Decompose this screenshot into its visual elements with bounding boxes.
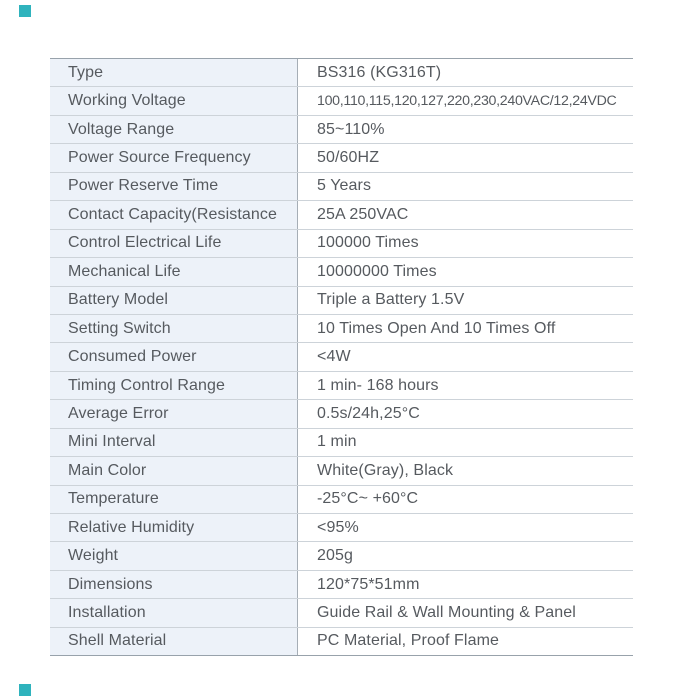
table-row	[50, 571, 633, 599]
table-row	[50, 514, 633, 542]
spec-value-cell: Triple a Battery 1.5V	[297, 287, 633, 314]
spec-name-cell: Setting Switch	[50, 315, 297, 342]
table-row	[50, 258, 633, 286]
spec-name-cell: Main Color	[50, 457, 297, 484]
table-row	[50, 457, 633, 485]
table-row	[50, 116, 633, 144]
table-row	[50, 144, 633, 172]
table-row	[50, 400, 633, 428]
spec-value-cell: BS316 (KG316T)	[297, 59, 633, 86]
corner-mark-bottom	[19, 684, 31, 696]
spec-value-cell: 25A 250VAC	[297, 201, 633, 228]
spec-name-cell: Mechanical Life	[50, 258, 297, 285]
spec-value-cell: 5 Years	[297, 173, 633, 200]
table-row	[50, 599, 633, 627]
spec-value-cell: 85~110%	[297, 116, 633, 143]
spec-value-cell: 0.5s/24h,25°C	[297, 400, 633, 427]
spec-value-cell: Guide Rail & Wall Mounting & Panel	[297, 599, 633, 626]
table-row	[50, 343, 633, 371]
spec-name-cell: Type	[50, 59, 297, 86]
spec-value-cell: 100000 Times	[297, 230, 633, 257]
table-row	[50, 201, 633, 229]
spec-value-cell: 10 Times Open And 10 Times Off	[297, 315, 633, 342]
spec-name-cell: Temperature	[50, 486, 297, 513]
table-row	[50, 87, 633, 115]
spec-value-cell: PC Material, Proof Flame	[297, 628, 633, 655]
table-row	[50, 486, 633, 514]
spec-value-cell: <95%	[297, 514, 633, 541]
spec-name-cell: Timing Control Range	[50, 372, 297, 399]
spec-name-cell: Working Voltage	[50, 87, 297, 114]
table-row	[50, 287, 633, 315]
table-row	[50, 372, 633, 400]
table-row	[50, 173, 633, 201]
spec-name-cell: Voltage Range	[50, 116, 297, 143]
spec-value-cell: 120*75*51mm	[297, 571, 633, 598]
table-row	[50, 429, 633, 457]
spec-value-cell: <4W	[297, 343, 633, 370]
spec-value-cell: White(Gray), Black	[297, 457, 633, 484]
table-row	[50, 315, 633, 343]
spec-value-cell: 205g	[297, 542, 633, 569]
spec-value-cell: 1 min- 168 hours	[297, 372, 633, 399]
corner-mark-top	[19, 5, 31, 17]
table-row	[50, 628, 633, 655]
spec-value-cell: 100,110,115,120,127,220,230,240VAC/12,24VDC	[297, 87, 633, 114]
spec-name-cell: Dimensions	[50, 571, 297, 598]
spec-value-cell: 1 min	[297, 429, 633, 456]
spec-name-cell: Installation	[50, 599, 297, 626]
spec-name-cell: Power Reserve Time	[50, 173, 297, 200]
spec-name-cell: Shell Material	[50, 628, 297, 655]
table-row	[50, 542, 633, 570]
spec-table	[50, 58, 633, 656]
spec-name-cell: Weight	[50, 542, 297, 569]
spec-value-cell: 10000000 Times	[297, 258, 633, 285]
spec-name-cell: Consumed Power	[50, 343, 297, 370]
table-row	[50, 230, 633, 258]
spec-name-cell: Relative Humidity	[50, 514, 297, 541]
spec-name-cell: Contact Capacity(Resistance	[50, 201, 297, 228]
table-row	[50, 59, 633, 87]
spec-name-cell: Battery Model	[50, 287, 297, 314]
spec-value-cell: 50/60HZ	[297, 144, 633, 171]
spec-value-cell: -25°C~ +60°C	[297, 486, 633, 513]
spec-name-cell: Power Source Frequency	[50, 144, 297, 171]
spec-name-cell: Mini Interval	[50, 429, 297, 456]
spec-name-cell: Average Error	[50, 400, 297, 427]
spec-name-cell: Control Electrical Life	[50, 230, 297, 257]
